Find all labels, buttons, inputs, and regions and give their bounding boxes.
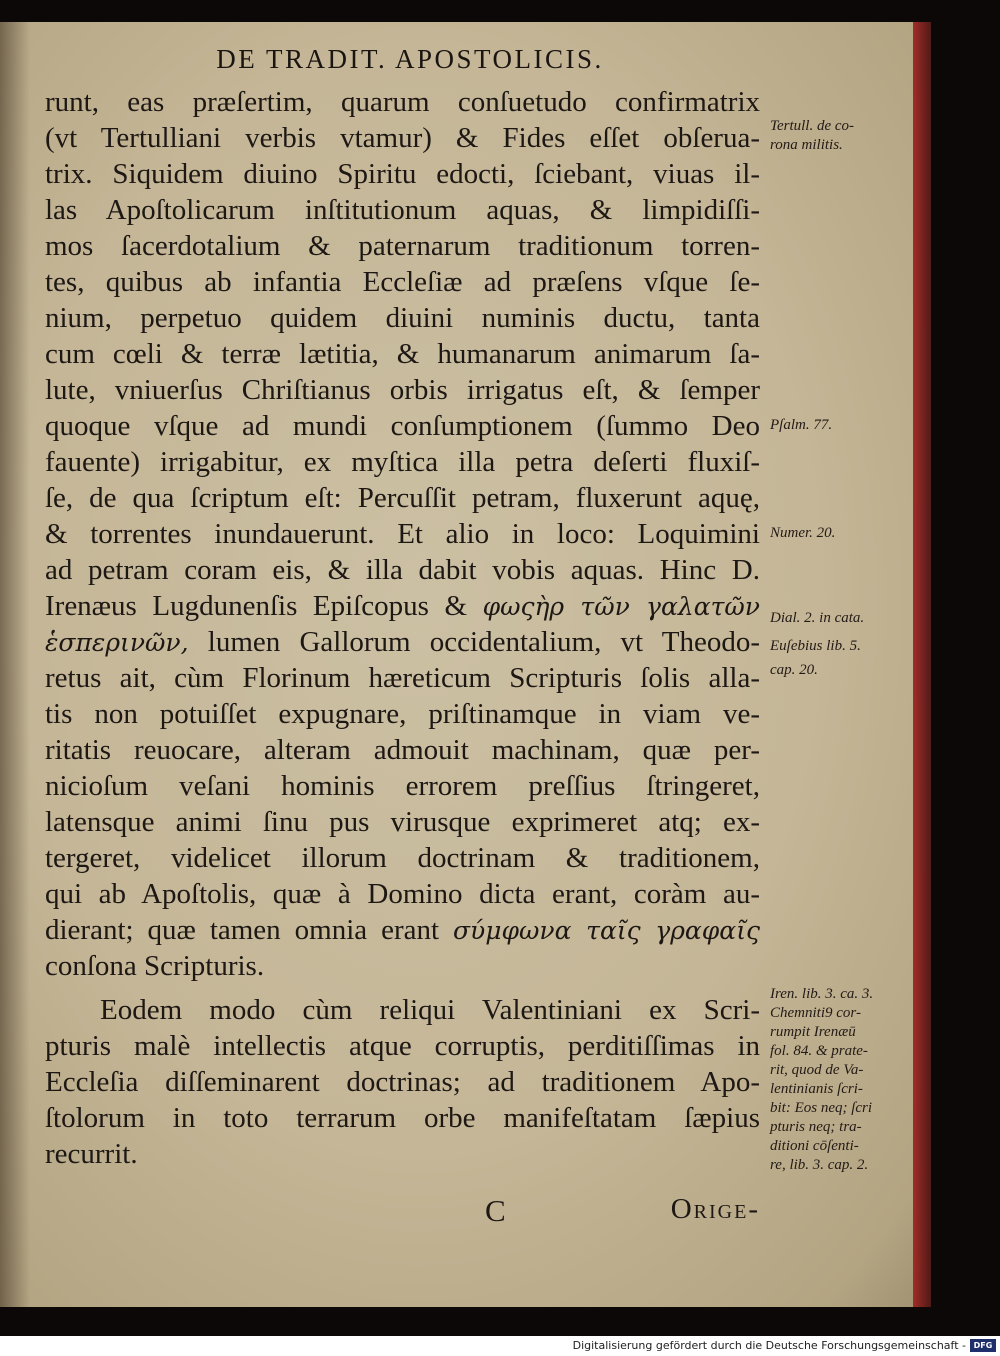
margin-note: Numer. 20. [770, 525, 836, 541]
catchword: Orige- [670, 1193, 760, 1225]
text-line [45, 624, 760, 660]
gutter-shadow [0, 22, 30, 1307]
greek-phrase: φωςὴρ τῶν γαλατῶν [482, 592, 761, 621]
latin-segment: dierant; quæ tamen omnia erant [45, 914, 453, 946]
text-line: fauente) irrigabitur, ex myſtica illa petra deſerti fluxiſ- [45, 446, 760, 478]
text-line: pturis malè intellectis atque corruptis, perditiſſimas in [45, 1030, 760, 1062]
text-line: retus ait, cùm Florinum hæreticum Scripturis ſolis alla- [45, 662, 760, 694]
margin-note: Iren. lib. 3. ca. 3. Chemniti9 cor- rumpit Irenæū fol. 84. & prate- rit, quod de Va- lentinianis ſcri- bit: Eos neq; ſcri pturis neq; tra- ditioni cōſenti- re, lib. 3. cap. 2. [770, 986, 874, 1173]
page-foot [45, 1193, 760, 1233]
text-line [45, 588, 760, 624]
margin-note: Tertull. de co- rona militis. [770, 118, 855, 153]
latin-segment: lumen Gallorum occidentalium, vt Theodo- [188, 626, 760, 658]
book-page [0, 22, 931, 1307]
funding-notice: Digitalisierung gefördert durch die Deutsche Forschungsgemeinschaft - [572, 1339, 966, 1352]
text-line: qui ab Apoſtolis, quæ à Domino dicta erant, coràm au- [45, 878, 760, 910]
latin-segment: Irenæus Lugdunenſis Epiſcopus & [45, 590, 483, 622]
text-line: & torrentes inundauerunt. Et alio in loco: Loquimini [45, 518, 760, 550]
text-line: ſe, de qua ſcriptum eſt: Percuſſit petram, fluxerunt aquę, [45, 482, 760, 514]
greek-phrase: σύμφωνα ταῖς γραφαῖς [452, 916, 760, 945]
margin-note: Dial. 2. in cata. Euſebius lib. 5. cap. 20. [770, 610, 865, 678]
dfg-logo[interactable]: DFG [970, 1339, 996, 1352]
text-line: ritatis reuocare, alteram admouit machinam, quæ per- [45, 734, 760, 766]
text-line: mos ſacerdotalium & paternarum traditionum torren- [45, 230, 760, 262]
text-line: Eccleſia diſſeminarent doctrinas; ad traditionem Apo- [45, 1066, 760, 1098]
text-line: (vt Tertulliani verbis vtamur) & Fides eſſet obſerua- [45, 122, 760, 154]
margin-note: Pſalm. 77. [770, 417, 833, 433]
text-line: nium, perpetuo quidem diuini numinis ductu, tanta [45, 302, 760, 334]
text-line: tergeret, videlicet illorum doctrinam & traditionem, [45, 842, 760, 874]
text-line: recurrit. [45, 1138, 138, 1170]
text-line: lute, vniuerſus Chriſtianus orbis irrigatus eſt, & ſemper [45, 374, 760, 406]
footer-bar [0, 1336, 1000, 1356]
text-line: ad petram coram eis, & illa dabit vobis aquas. Hinc D. [45, 554, 760, 586]
text-line: tes, quibus ab infantia Eccleſiæ ad præſens vſque ſe- [45, 266, 760, 298]
text-line: trix. Siquidem diuino Spiritu edocti, ſciebant, viuas il- [45, 158, 760, 190]
text-line: nicioſum veſani hominis errorem preſſius ſtringeret, [45, 770, 760, 802]
text-line: conſona Scripturis. [45, 950, 265, 982]
text-line: las Apoſtolicarum inſtitutionum aquas, & limpidiſſi- [45, 194, 760, 226]
text-line: ſtolorum in toto terrarum orbe manifeſtatam ſæpius [45, 1102, 760, 1134]
text-line: latensque animi ſinu pus virusque exprimeret atq; ex- [45, 806, 760, 838]
greek-word: ἑσπερινῶν, [45, 628, 189, 657]
page-edge-red [913, 22, 931, 1307]
text-line: cum cœli & terræ lætitia, & humanarum animarum ſa- [45, 338, 760, 370]
text-line [45, 912, 760, 948]
running-head: DE TRADIT. APOSTOLICIS. [216, 44, 604, 74]
main-text-block [45, 84, 760, 1172]
text-line: quoque vſque ad mundi conſumptionem (ſummo Deo [45, 410, 760, 442]
signature-mark: C [485, 1193, 506, 1228]
text-line: tis non potuiſſet expugnare, priſtinamque in viam ve- [45, 698, 760, 730]
text-line: runt, eas præſertim, quarum conſuetudo confirmatrix [45, 86, 760, 118]
paragraph-start-line: Eodem modo cùm reliqui Valentiniani ex Scri- [100, 994, 760, 1026]
